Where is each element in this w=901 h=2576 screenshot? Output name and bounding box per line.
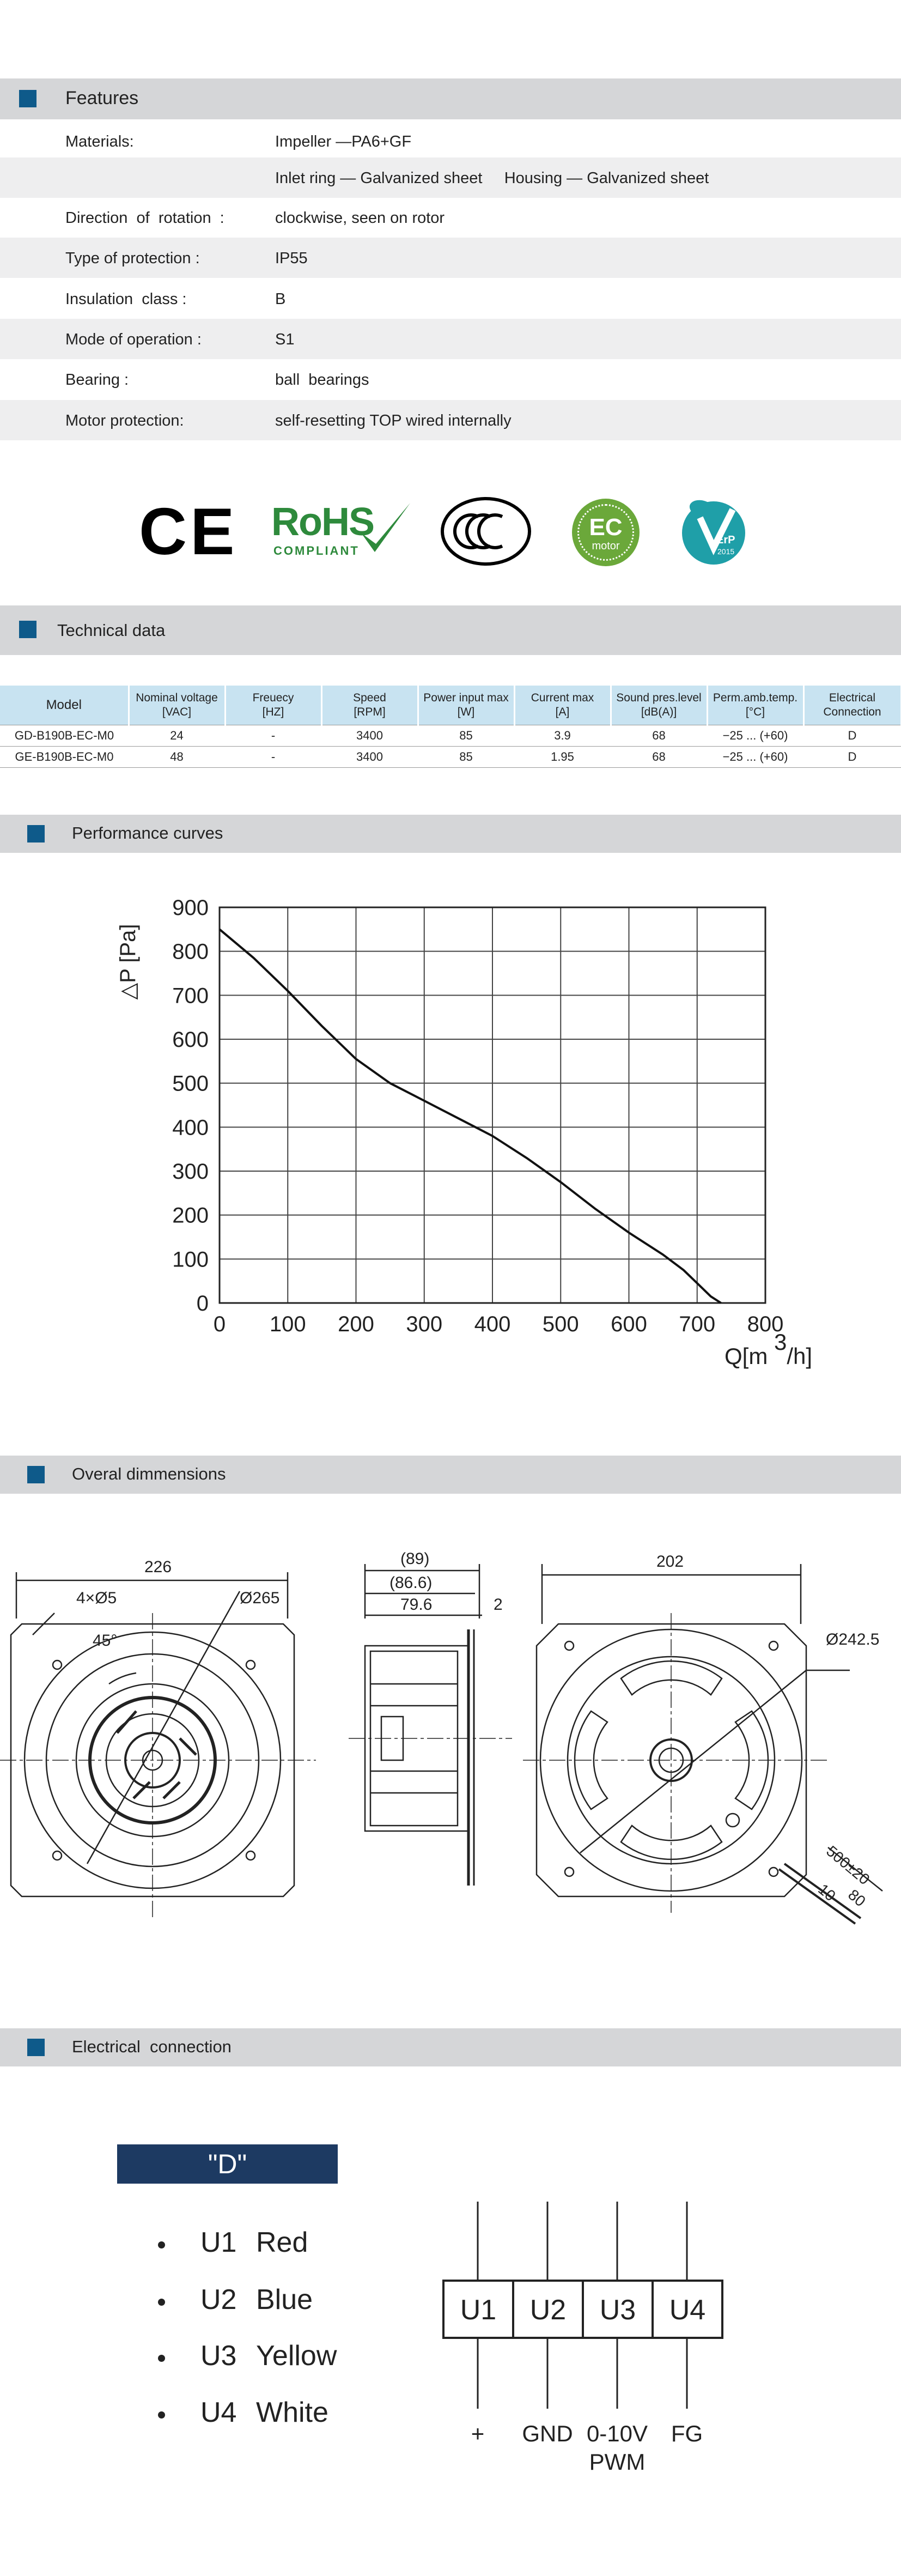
performance-header [0,815,901,853]
electrical-header [0,2028,901,2066]
dimensions-title: Overal dimmensions [72,1464,226,1483]
performance-title: Performance curves [72,823,223,842]
feature-value: B [275,290,286,308]
features-header [0,78,901,119]
section-marker [19,90,36,107]
section-marker [19,621,36,638]
y-tick-label: 400 [172,1116,209,1140]
section-marker [27,825,45,842]
col-header-sound: Sound pres.level [dB(A)] [611,686,707,725]
technical-title: Technical data [57,621,166,640]
feature-label: Motor protection: [65,412,184,429]
y-tick-label: 700 [172,984,209,1008]
y-tick-label: 800 [172,940,209,964]
technical-table [0,686,901,768]
cell-power: 85 [418,725,514,747]
feature-row [0,197,901,238]
feature-value: Inlet ring — Galvanized sheet Housing — Galvanized sheet [275,169,709,187]
cell-speed: 3400 [321,725,418,747]
feature-value: IP55 [275,250,308,267]
front-holes-dim: 4×Ø5 [76,1589,117,1607]
feature-value: Impeller —PA6+GF [275,133,412,150]
cell-temp: −25 ... (+60) [707,747,803,768]
cell-voltage: 48 [129,747,225,768]
section-marker [27,2039,45,2056]
col-header-frequency: Freuecy [HZ] [225,686,321,725]
features-title: Features [65,88,139,108]
table-row [0,725,901,747]
feature-value: clockwise, seen on rotor [275,209,445,227]
feature-row [0,400,901,440]
front-view-drawing [0,1548,316,1929]
connector-label: "D" [117,2144,338,2184]
feature-label: Direction of rotation : [65,209,224,227]
feature-label: Type of protection : [65,250,200,267]
back-diameter-dim: Ø242.5 [826,1631,880,1648]
cell-current: 3.9 [514,725,611,747]
check-icon [358,500,413,560]
side-dim-2: (86.6) [389,1574,433,1592]
front-side-dim: 226 [144,1558,172,1576]
wire-color: Yellow [256,2340,337,2372]
feature-value: S1 [275,331,295,348]
terminal-u4: U4 [669,2294,706,2326]
performance-chart [109,883,817,1384]
cell-voltage: 24 [129,725,225,747]
signal-pwm: PWM [589,2449,646,2475]
back-cable-dim-2: 10 [815,1880,839,1905]
x-tick-label: 200 [338,1312,374,1336]
y-tick-label: 900 [172,896,209,920]
y-axis-label: △P [Pa] [116,924,140,1000]
x-tick-label: 400 [474,1312,511,1336]
ce-logo: CE [139,494,238,568]
col-header-model: Model [0,686,129,725]
terminal-u2: U2 [529,2294,567,2326]
col-header-connection: Electrical Connection [803,686,901,725]
feature-row [0,319,901,359]
feature-row [0,157,901,198]
terminal-diagram [436,2202,741,2485]
dimensions-header [0,1456,901,1494]
back-view-drawing [523,1542,901,1935]
wire-code: U4 [200,2397,237,2428]
cell-speed: 3400 [321,747,418,768]
x-tick-label: 700 [679,1312,716,1336]
x-tick-label: 500 [542,1312,579,1336]
feature-row [0,278,901,319]
front-diameter-dim: Ø265 [240,1589,280,1607]
x-tick-label: 600 [611,1312,647,1336]
col-header-temp: Perm.amb.temp. [°C] [707,686,803,725]
cell-current: 1.95 [514,747,611,768]
signal-plus: + [471,2421,485,2446]
front-angle-dim: 45° [93,1632,118,1650]
wire-color: Red [256,2227,308,2258]
feature-value: ball bearings [275,371,369,389]
side-dim-3: 79.6 [400,1596,433,1614]
ccc-logo [440,496,532,567]
x-tick-label: 800 [747,1312,784,1336]
x-tick-label: 0 [213,1312,226,1336]
back-cable-dim: 500±20 [823,1842,873,1888]
wire-color: White [256,2397,328,2428]
signal-fg: FG [671,2421,703,2446]
back-cable-dim-3: 80 [845,1886,869,1910]
col-header-power: Power input max [W] [418,686,514,725]
cell-model: GD-B190B-EC-M0 [0,725,129,747]
side-dim-1: (89) [400,1550,430,1568]
cell-power: 85 [418,747,514,768]
feature-label: Bearing : [65,371,129,389]
feature-row [0,238,901,278]
cell-model: GE-B190B-EC-M0 [0,747,129,768]
x-tick-label: 300 [406,1312,443,1336]
signal-0-10v: 0-10V [586,2421,648,2446]
x-axis-label: Q[m 3/h] [725,1329,813,1369]
cell-sound: 68 [611,725,707,747]
rohs-logo: RoHS COMPLIANT [271,500,413,566]
x-tick-label: 100 [269,1312,306,1336]
feature-label: Mode of operation : [65,331,202,348]
wire-color: Blue [256,2284,313,2316]
table-row [0,747,901,768]
erp-logo: ErP 2015 [678,496,749,567]
terminal-u1: U1 [460,2294,497,2326]
electrical-title: Electrical connection [72,2037,232,2056]
series-line [220,929,721,1303]
cell-frequency: - [225,725,321,747]
feature-row [0,359,901,399]
feature-value: self-resetting TOP wired internally [275,412,512,429]
col-header-voltage: Nominal voltage [VAC] [129,686,225,725]
wire-code: U2 [200,2284,237,2316]
col-header-current: Current max [A] [514,686,611,725]
terminal-u3: U3 [599,2294,636,2326]
cell-connection: D [803,725,901,747]
technical-header [0,605,901,655]
back-side-dim: 202 [656,1553,684,1571]
section-marker [27,1466,45,1483]
ec-motor-logo: EC motor [572,499,640,566]
feature-label: Insulation class : [65,290,187,308]
y-tick-label: 600 [172,1028,209,1052]
y-tick-label: 100 [172,1247,209,1272]
feature-label: Materials: [65,133,134,150]
signal-gnd: GND [522,2421,573,2446]
side-dim-4: 2 [494,1596,503,1614]
feature-row [0,121,901,161]
wire-code: U3 [200,2340,237,2372]
side-view-drawing [349,1542,512,1913]
cell-temp: −25 ... (+60) [707,725,803,747]
y-tick-label: 0 [196,1292,209,1316]
col-header-speed: Speed [RPM] [321,686,418,725]
cell-sound: 68 [611,747,707,768]
y-tick-label: 300 [172,1160,209,1184]
cell-connection: D [803,747,901,768]
y-tick-label: 200 [172,1203,209,1228]
y-tick-label: 500 [172,1071,209,1096]
wire-code: U1 [200,2227,237,2258]
cell-frequency: - [225,747,321,768]
